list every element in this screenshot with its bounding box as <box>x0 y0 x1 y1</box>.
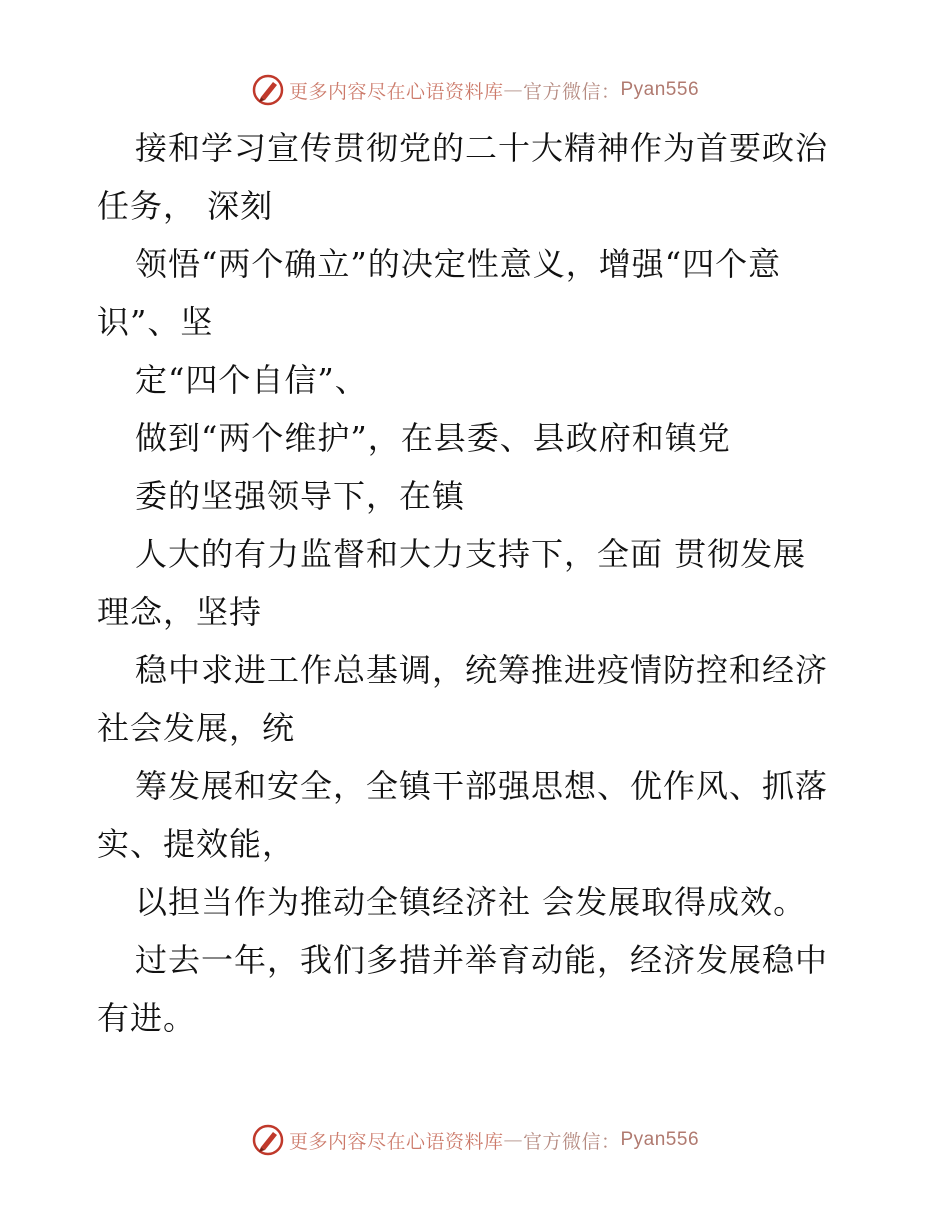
paragraph-line: 人大的有力监督和大力支持下，全面 贯彻发展 <box>135 535 807 573</box>
paragraph-line: 稳中求进工作总基调，统筹推进疫情防控和经济 <box>135 651 829 689</box>
watermark-wechat-id: Pyan556 <box>620 79 700 100</box>
watermark-text: 更多内容尽在心语资料库 <box>288 1130 504 1153</box>
paragraph-line: 识”、坚 <box>97 303 214 341</box>
document-body <box>97 119 857 1047</box>
paragraph-line: 理念，坚持 <box>97 593 263 631</box>
paragraph-line: 任务， 深刻 <box>97 187 274 225</box>
pen-logo-icon <box>251 73 285 107</box>
paragraph-line: 定“四个自信”、 <box>135 361 368 399</box>
paragraph-line: 领悟“两个确立”的决定性意义，增强“四个意 <box>135 245 782 283</box>
paragraph-line: 社会发展，统 <box>97 709 296 747</box>
paragraph-line: 过去一年，我们多措并举育动能，经济发展稳中 <box>135 941 829 979</box>
paragraph-line: 以担当作为推动全镇经济社 会发展取得成效。 <box>135 883 807 921</box>
watermark-label: 官方微信： <box>522 1130 621 1153</box>
footer-watermark <box>0 1120 950 1160</box>
paragraph-line: 有进。 <box>97 999 197 1037</box>
paragraph-line: 筹发展和安全，全镇干部强思想、优作风、抓落 <box>135 767 829 805</box>
watermark-label: 官方微信： <box>522 80 621 103</box>
paragraph-line: 委的坚强领导下，在镇 <box>135 477 466 515</box>
watermark-text: 更多内容尽在心语资料库 <box>288 80 504 103</box>
watermark-wechat-id: Pyan556 <box>620 1129 700 1150</box>
pen-logo-icon <box>251 1123 285 1157</box>
watermark-dash: — <box>503 79 523 101</box>
watermark-dash: — <box>503 1129 523 1151</box>
paragraph-line: 接和学习宣传贯彻党的二十大精神作为首要政治 <box>135 129 829 167</box>
header-watermark <box>0 70 950 110</box>
paragraph-line: 实、提效能， <box>97 825 296 863</box>
paragraph-line: 做到“两个维护”，在县委、县政府和镇党 <box>135 419 731 457</box>
